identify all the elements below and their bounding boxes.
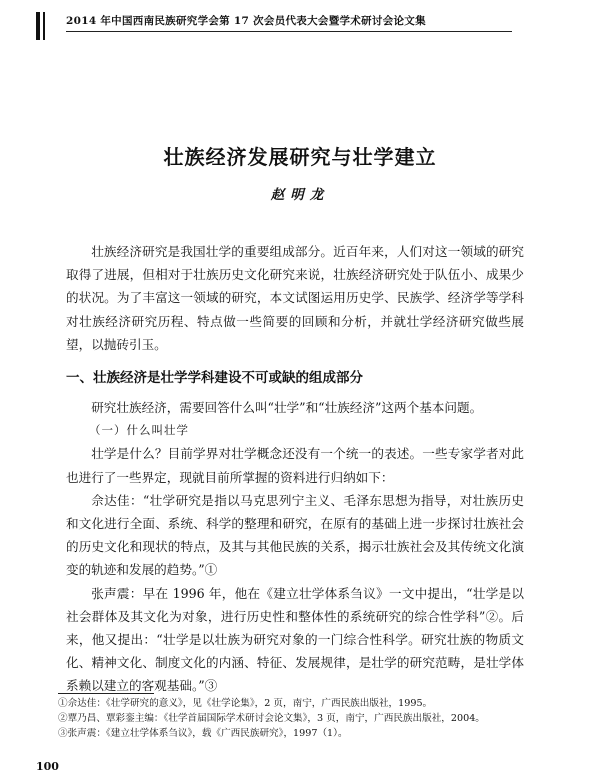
footnote: ②覃乃昌、覃彩銮主编：《壮学首届国际学术研讨会论文集》，3 页，南宁，广西民族出版社，2004。	[58, 713, 485, 725]
header-bar-thin	[43, 12, 45, 40]
body-paragraph: 壮学是什么？目前学界对壮学概念还没有一个统一的表述。一些专家学者对此也进行了一些界定，现就目前所掌握的资料进行归纳如下：	[66, 446, 524, 485]
subsection-heading: （一）什么叫壮学	[89, 423, 189, 438]
abstract-paragraph: 壮族经济研究是我国壮学的重要组成部分。近百年来，人们对这一领域的研究取得了进展，但相对于壮族历史文化研究来说，壮族经济研究处于队伍小、成果少的状况。为了丰富这一领域的研究，本文试图运用历史学、民族学、经济学等学科对壮族经济研究历程、特点做一些简要的回顾和分析，并就壮学经济研究做些展望，以抛砖引玉。	[66, 244, 524, 352]
header-rule	[66, 31, 512, 32]
header-bar-thick	[36, 12, 40, 40]
article-author: 赵明龙	[270, 187, 330, 203]
page-number: 100	[36, 760, 59, 773]
body-paragraph: 张声震：早在 1996 年，他在《建立壮学体系刍议》一文中提出，“壮学是以社会群体及其文化为对象，进行历史性和整体性的系统研究的综合性学科”②。后来，他又提出：“壮学是以壮族为研究对象的一门综合性科学。研究壮族的物质文化、精神文化、制度文化的内涵、特征、发展规律，是壮学的研究范畴，是壮学体系赖以建立的客观基础。”③	[66, 585, 524, 694]
abstract-block	[66, 240, 524, 356]
article-title: 壮族经济发展研究与壮学建立	[163, 145, 437, 169]
footnote-rule	[58, 693, 154, 694]
section-heading: 一、壮族经济是壮学学科建设不可或缺的组成部分	[66, 370, 363, 386]
body-paragraph: 佘达佳：“壮学研究是指以马克思列宁主义、毛泽东思想为指导，对壮族历史和文化进行全面、系统、科学的整理和研究，在原有的基础上进一步探讨壮族社会的历史文化和现状的特点，及其与其他民族的关系，揭示壮族社会及其传统文化演变的轨迹和发展的趋势。”①	[66, 492, 524, 578]
section-intro: 研究壮族经济，需要回答什么叫“壮学”和“壮族经济”这两个基本问题。	[91, 400, 483, 415]
section-body	[66, 396, 524, 698]
footnotes	[58, 696, 528, 742]
running-header: 2014 年中国西南民族研究学会第 17 次会员代表大会暨学术研讨会论文集	[66, 15, 426, 27]
footnote: ③张声震：《建立壮学体系刍议》，载《广西民族研究》，1997（1）。	[58, 728, 348, 740]
footnote: ①佘达佳：《壮学研究的意义》，见《壮学论集》，2 页，南宁，广西民族出版社，1995。	[58, 698, 433, 709]
